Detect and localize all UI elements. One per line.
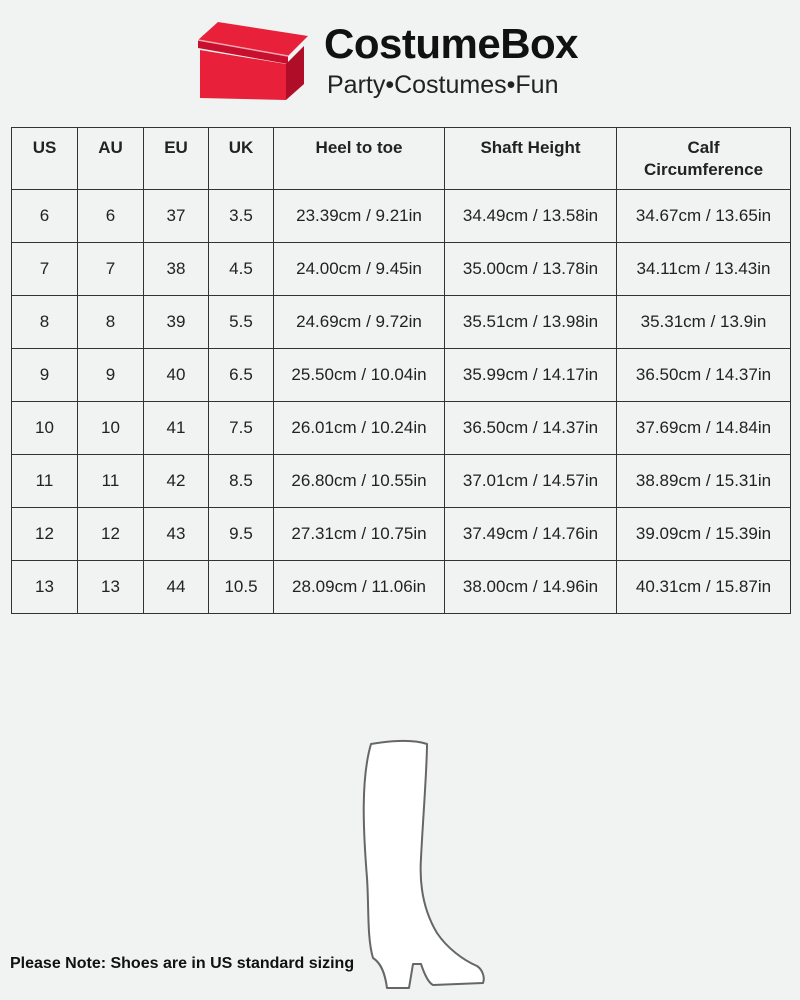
table-cell: 38.89cm / 15.31in — [617, 455, 791, 508]
table-row — [12, 349, 791, 402]
table-cell: 5.5 — [209, 296, 274, 349]
table-row — [12, 296, 791, 349]
table-cell: 8 — [12, 296, 78, 349]
table-row — [12, 190, 791, 243]
table-cell: 10 — [12, 402, 78, 455]
table-cell: 38.00cm / 14.96in — [445, 561, 617, 614]
table-cell: 34.11cm / 13.43in — [617, 243, 791, 296]
table-cell: 8.5 — [209, 455, 274, 508]
table-cell: 9 — [12, 349, 78, 402]
table-cell: 6.5 — [209, 349, 274, 402]
table-cell: 44 — [144, 561, 209, 614]
costume-box-icon — [196, 18, 308, 102]
table-cell: 10.5 — [209, 561, 274, 614]
sizing-note: Please Note: Shoes are in US standard sizing — [10, 955, 355, 972]
table-cell: 35.31cm / 13.9in — [617, 296, 791, 349]
table-cell: 35.51cm / 13.98in — [445, 296, 617, 349]
column-header: Shaft Height — [445, 128, 617, 190]
table-cell: 9.5 — [209, 508, 274, 561]
table-cell: 28.09cm / 11.06in — [274, 561, 445, 614]
column-header: US — [12, 128, 78, 190]
brand-name: CostumeBox — [324, 20, 579, 67]
table-cell: 37 — [144, 190, 209, 243]
table-row — [12, 455, 791, 508]
table-cell: 37.49cm / 14.76in — [445, 508, 617, 561]
table-cell: 40.31cm / 15.87in — [617, 561, 791, 614]
table-cell: 39 — [144, 296, 209, 349]
column-header: EU — [144, 128, 209, 190]
table-cell: 4.5 — [209, 243, 274, 296]
column-header: UK — [209, 128, 274, 190]
table-cell: 40 — [144, 349, 209, 402]
table-row — [12, 402, 791, 455]
column-header: Calf Circumference — [617, 128, 791, 190]
table-cell: 24.69cm / 9.72in — [274, 296, 445, 349]
table-row — [12, 243, 791, 296]
brand-tagline: Party•Costumes•Fun — [327, 71, 559, 99]
table-cell: 39.09cm / 15.39in — [617, 508, 791, 561]
brand-logo — [196, 18, 616, 103]
column-header: Heel to toe — [274, 128, 445, 190]
table-cell: 24.00cm / 9.45in — [274, 243, 445, 296]
table-cell: 25.50cm / 10.04in — [274, 349, 445, 402]
table-cell: 13 — [78, 561, 144, 614]
table-cell: 34.49cm / 13.58in — [445, 190, 617, 243]
table-cell: 35.00cm / 13.78in — [445, 243, 617, 296]
table-cell: 23.39cm / 9.21in — [274, 190, 445, 243]
table-cell: 26.80cm / 10.55in — [274, 455, 445, 508]
table-cell: 10 — [78, 402, 144, 455]
table-cell: 37.69cm / 14.84in — [617, 402, 791, 455]
table-cell: 6 — [78, 190, 144, 243]
table-cell: 41 — [144, 402, 209, 455]
knee-high-boot-icon — [355, 738, 490, 990]
column-header: AU — [78, 128, 144, 190]
table-cell: 11 — [78, 455, 144, 508]
table-cell: 27.31cm / 10.75in — [274, 508, 445, 561]
table-cell: 12 — [12, 508, 78, 561]
table-row — [12, 561, 791, 614]
table-cell: 3.5 — [209, 190, 274, 243]
table-cell: 37.01cm / 14.57in — [445, 455, 617, 508]
table-cell: 7 — [78, 243, 144, 296]
table-cell: 26.01cm / 10.24in — [274, 402, 445, 455]
table-cell: 6 — [12, 190, 78, 243]
table-cell: 36.50cm / 14.37in — [617, 349, 791, 402]
table-cell: 7.5 — [209, 402, 274, 455]
table-header-row — [12, 128, 791, 190]
table-cell: 38 — [144, 243, 209, 296]
table-cell: 36.50cm / 14.37in — [445, 402, 617, 455]
table-cell: 42 — [144, 455, 209, 508]
table-cell: 35.99cm / 14.17in — [445, 349, 617, 402]
table-cell: 11 — [12, 455, 78, 508]
table-cell: 12 — [78, 508, 144, 561]
table-cell: 43 — [144, 508, 209, 561]
table-cell: 7 — [12, 243, 78, 296]
table-cell: 13 — [12, 561, 78, 614]
table-cell: 8 — [78, 296, 144, 349]
size-chart-table — [11, 127, 791, 614]
table-cell: 9 — [78, 349, 144, 402]
table-row — [12, 508, 791, 561]
table-cell: 34.67cm / 13.65in — [617, 190, 791, 243]
